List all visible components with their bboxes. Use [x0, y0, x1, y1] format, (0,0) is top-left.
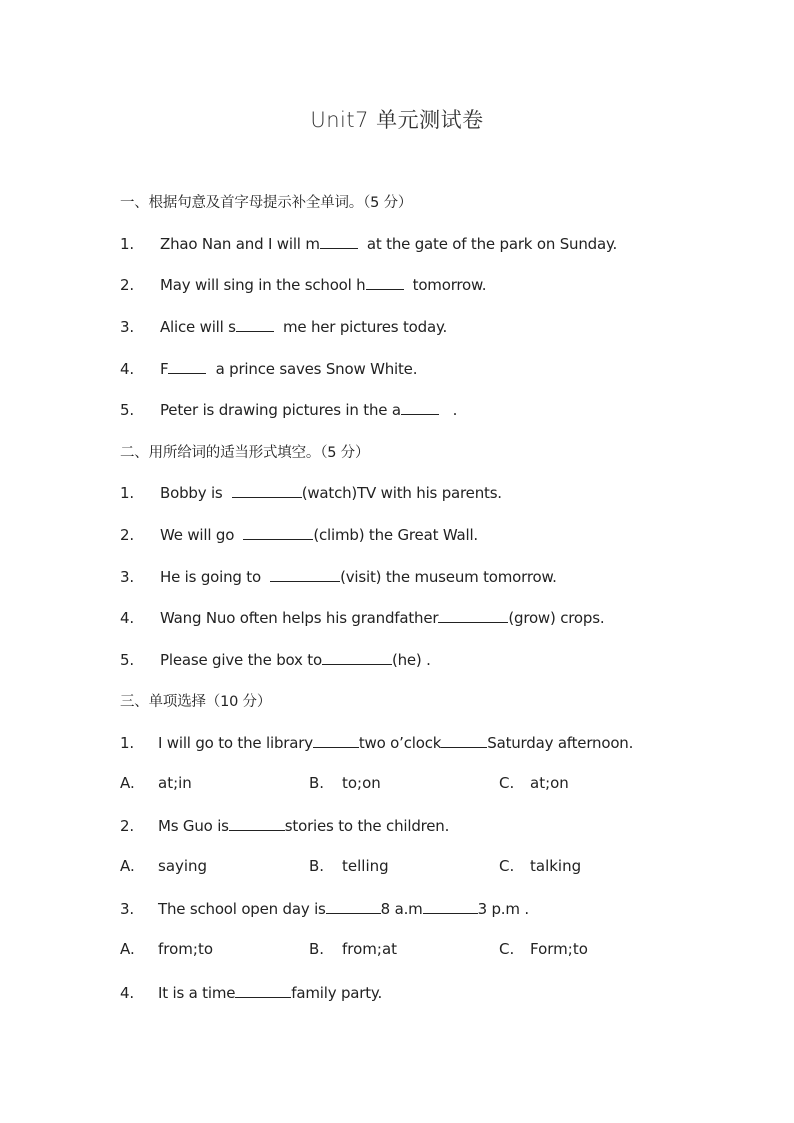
- question-text: family party.: [291, 984, 383, 1002]
- s1-item-3: [120, 316, 447, 336]
- s3-question-1: [120, 732, 633, 752]
- option-letter: C.: [499, 940, 515, 958]
- item-text-pre: Please give the box to: [160, 651, 322, 669]
- s1-item-5: [120, 399, 457, 419]
- answer-blank[interactable]: [235, 982, 291, 998]
- option-text: telling: [342, 857, 389, 875]
- question-number: 3.: [120, 900, 134, 918]
- option-letter: A.: [120, 774, 135, 792]
- item-number: 1.: [120, 235, 134, 253]
- question-text: 3 p.m .: [477, 900, 529, 918]
- answer-blank[interactable]: [313, 732, 359, 748]
- item-number: 2.: [120, 276, 134, 294]
- answer-blank[interactable]: [243, 524, 313, 540]
- option-text: saying: [158, 857, 208, 875]
- question-number: 4.: [120, 984, 134, 1002]
- question-text: stories to the children.: [284, 817, 450, 835]
- question-number: 1.: [120, 734, 134, 752]
- option-text: from;at: [342, 940, 398, 958]
- item-text-pre: Wang Nuo often helps his grandfather: [160, 609, 439, 627]
- item-number: 5.: [120, 651, 134, 669]
- option-c[interactable]: [499, 857, 581, 875]
- s2-item-3: [120, 566, 557, 586]
- item-text-post: (he) .: [391, 651, 431, 669]
- answer-blank[interactable]: [270, 566, 340, 582]
- option-text: at;in: [158, 774, 192, 792]
- item-text-pre: Zhao Nan and I will m: [160, 235, 320, 253]
- section-2-heading: 二、用所给词的适当形式填空。（5 分）: [120, 445, 370, 461]
- question-text: I will go to the library: [158, 734, 313, 752]
- item-text-pre: He is going to: [160, 568, 261, 586]
- answer-blank[interactable]: [320, 233, 358, 249]
- s3-question-4: [120, 982, 382, 1002]
- item-text-pre: F: [160, 360, 169, 378]
- item-text-post: (climb) the Great Wall.: [313, 526, 478, 544]
- option-letter: B.: [309, 774, 325, 792]
- answer-blank[interactable]: [438, 607, 508, 623]
- option-a[interactable]: [120, 857, 207, 875]
- option-b[interactable]: [309, 857, 389, 875]
- option-letter: A.: [120, 940, 135, 958]
- answer-blank[interactable]: [229, 815, 285, 831]
- s2-item-2: [120, 524, 478, 544]
- s2-item-5: [120, 649, 431, 669]
- item-number: 3.: [120, 568, 134, 586]
- option-a[interactable]: [120, 774, 192, 792]
- option-text: Form;to: [530, 940, 588, 958]
- question-text: Ms Guo is: [158, 817, 229, 835]
- item-number: 1.: [120, 484, 134, 502]
- question-text: Saturday afternoon.: [487, 734, 634, 752]
- section-1-heading: 一、根据句意及首字母提示补全单词。（5 分）: [120, 195, 413, 211]
- item-number: 2.: [120, 526, 134, 544]
- item-text-post: .: [452, 401, 458, 419]
- option-letter: B.: [309, 940, 325, 958]
- answer-blank[interactable]: [326, 898, 381, 914]
- option-text: from;to: [158, 940, 214, 958]
- item-text-pre: Alice will s: [160, 318, 236, 336]
- item-text-pre: We will go: [160, 526, 235, 544]
- item-text-post: a prince saves Snow White.: [215, 360, 418, 378]
- answer-blank[interactable]: [236, 316, 274, 332]
- item-number: 4.: [120, 609, 134, 627]
- item-text-post: tomorrow.: [412, 276, 487, 294]
- option-letter: C.: [499, 857, 515, 875]
- item-text-pre: May will sing in the school h: [160, 276, 366, 294]
- question-text: two o’clock: [358, 734, 442, 752]
- option-b[interactable]: [309, 940, 397, 958]
- answer-blank[interactable]: [423, 898, 478, 914]
- s1-item-1: [120, 233, 617, 253]
- option-a[interactable]: [120, 940, 213, 958]
- answer-blank[interactable]: [401, 399, 439, 415]
- s3-question-3: [120, 898, 529, 918]
- option-text: at;on: [530, 774, 569, 792]
- option-text: to;on: [342, 774, 381, 792]
- item-text-pre: Peter is drawing pictures in the a: [160, 401, 401, 419]
- option-letter: A.: [120, 857, 135, 875]
- option-b[interactable]: [309, 774, 381, 792]
- item-text-pre: Bobby is: [160, 484, 223, 502]
- answer-blank[interactable]: [441, 732, 487, 748]
- option-text: talking: [530, 857, 582, 875]
- item-number: 5.: [120, 401, 134, 419]
- question-number: 2.: [120, 817, 134, 835]
- item-text-post: me her pictures today.: [282, 318, 448, 336]
- item-text-post: (grow) crops.: [508, 609, 605, 627]
- s2-item-4: [120, 607, 604, 627]
- question-text: 8 a.m: [380, 900, 423, 918]
- answer-blank[interactable]: [232, 482, 302, 498]
- item-number: 4.: [120, 360, 134, 378]
- answer-blank[interactable]: [366, 274, 404, 290]
- answer-blank[interactable]: [322, 649, 392, 665]
- question-text: It is a time: [158, 984, 236, 1002]
- option-c[interactable]: [499, 774, 569, 792]
- item-text-post: (watch)TV with his parents.: [301, 484, 502, 502]
- option-letter: B.: [309, 857, 325, 875]
- section-3-heading: 三、单项选择（10 分）: [120, 694, 272, 710]
- item-text-post: at the gate of the park on Sunday.: [366, 235, 618, 253]
- item-text-post: (visit) the museum tomorrow.: [340, 568, 557, 586]
- answer-blank[interactable]: [168, 358, 206, 374]
- option-letter: C.: [499, 774, 515, 792]
- s2-item-1: [120, 482, 502, 502]
- s1-item-4: [120, 358, 417, 378]
- s1-item-2: [120, 274, 486, 294]
- item-number: 3.: [120, 318, 134, 336]
- s3-question-2: [120, 815, 449, 835]
- page-title: Unit7 单元测试卷: [310, 108, 484, 132]
- option-c[interactable]: [499, 940, 588, 958]
- question-text: The school open day is: [158, 900, 326, 918]
